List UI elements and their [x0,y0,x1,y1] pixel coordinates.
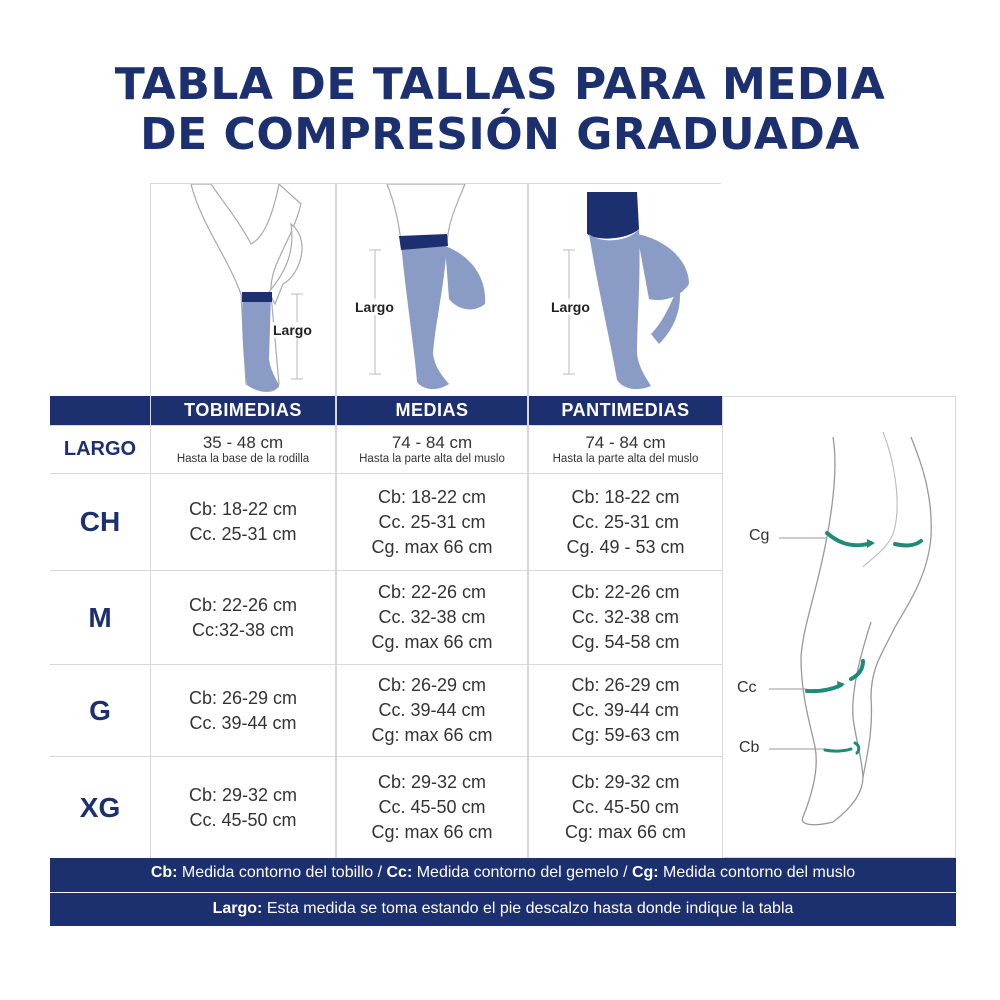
tobimedias-largo-label: Largo [273,322,312,338]
table-cell: Cb: 29-32 cm Cc. 45-50 cm [151,757,335,858]
table-cell: Cb: 29-32 cm Cc. 45-50 cm Cg: max 66 cm [529,757,722,858]
cc-label: Cc [737,679,757,696]
pantimedias-largo-label: Largo [551,299,590,315]
title-line-1: TABLA DE TALLAS PARA MEDIA [114,59,886,110]
size-table [50,396,722,858]
cg-label: Cg [749,527,770,544]
leg-outline-icon [723,397,955,857]
table-cell: Cb: 26-29 cm Cc. 39-44 cm [151,665,335,756]
footer-line-2: Largo: Esta medida se toma estando el pie descalzo hasta donde indique la tabla [212,900,794,917]
header-tobimedias: TOBIMEDIAS [151,396,335,425]
title-line-2: DE COMPRESIÓN GRADUADA [140,109,860,160]
pantimedias-illustration [529,184,721,397]
size-xg: XG [50,757,150,858]
largo-pantimedias: 74 - 84 cm Hasta la parte alta del muslo [529,426,722,473]
largo-medias: 74 - 84 cm Hasta la parte alta del muslo [337,426,527,473]
footer-line-1: Cb: Medida contorno del tobillo / Cc: Medida contorno del gemelo / Cg: Medida contorno del muslo [150,864,856,881]
size-ch: CH [50,474,150,570]
table-cell: Cb: 18-22 cm Cc. 25-31 cm Cg. 49 - 53 cm [529,474,722,570]
table-header-corner [50,396,150,425]
table-cell: Cb: 29-32 cm Cc. 45-50 cm Cg: max 66 cm [337,757,527,858]
table-cell: Cb: 26-29 cm Cc. 39-44 cm Cg: 59-63 cm [529,665,722,756]
size-g: G [50,665,150,756]
table-cell: Cb: 22-26 cm Cc:32-38 cm [151,571,335,664]
leg-measurement-diagram [722,396,956,858]
illustration-grid [150,183,721,397]
medias-illustration [337,184,527,397]
pantyhose-leg-icon [529,184,721,397]
header-pantimedias: PANTIMEDIAS [529,396,722,425]
table-cell: Cb: 18-22 cm Cc. 25-31 cm [151,474,335,570]
footer-legend [50,858,956,926]
footer-divider [50,892,956,893]
size-m: M [50,571,150,664]
tobimedias-illustration [151,184,335,397]
header-medias: MEDIAS [337,396,527,425]
knee-high-leg-icon [151,184,335,397]
largo-label: LARGO [50,426,150,473]
table-cell: Cb: 22-26 cm Cc. 32-38 cm Cg. max 66 cm [337,571,527,664]
table-cell: Cb: 22-26 cm Cc. 32-38 cm Cg. 54-58 cm [529,571,722,664]
medias-largo-label: Largo [355,299,394,315]
largo-tobimedias: 35 - 48 cm Hasta la base de la rodilla [151,426,335,473]
cb-label: Cb [739,739,760,756]
table-cell: Cb: 26-29 cm Cc. 39-44 cm Cg: max 66 cm [337,665,527,756]
table-cell: Cb: 18-22 cm Cc. 25-31 cm Cg. max 66 cm [337,474,527,570]
thigh-high-leg-icon [337,184,527,397]
